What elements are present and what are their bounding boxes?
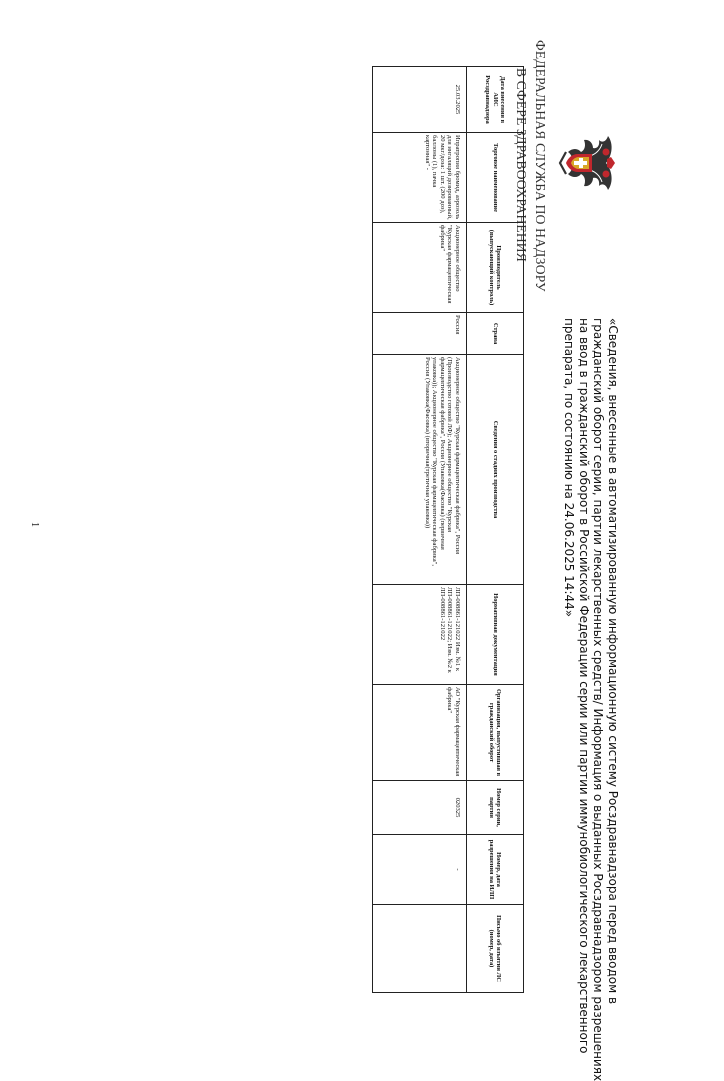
document-title-line2: гражданский оборот серии, партии лекарственных средств/ Информация о выданных Росздравнадзором разрешениях	[591, 318, 606, 1081]
column-header-permit: Номер, дата разрешения на ИЛП	[467, 835, 524, 905]
cell-batch-number: 020325	[373, 781, 467, 835]
cell-permit: -	[373, 835, 467, 905]
cell-manufacturer: Акционерное общество "Курская фармацевтическая фабрика"	[373, 223, 467, 313]
document-title-line1: «Сведения, внесенные в автоматизированную информационную систему Росздравнадзора перед вводом в	[606, 318, 620, 1005]
document-title	[562, 318, 620, 1081]
column-header-withdrawal-letter: Письмо об изъятии ЛС (номер, дата)	[467, 905, 524, 993]
agency-name-line2: В СФЕРЕ ЗДРАВООХРАНЕНИЯ	[514, 68, 529, 262]
cell-country: Россия	[373, 313, 467, 355]
column-header-date: Дата внесения в АИС Росздравнадзора	[467, 67, 524, 133]
column-header-country: Страна	[467, 313, 524, 355]
table-header-row	[467, 67, 524, 993]
column-header-manufacturer: Производитель (выпускающий контроль)	[467, 223, 524, 313]
document-title-line3: на ввод в гражданский оборот в Российской Федерации серии или партии иммунобиологического лекарственного	[576, 318, 591, 1054]
column-header-normative-doc: Нормативная документация	[467, 585, 524, 685]
table-row	[373, 67, 467, 993]
cell-production-stages: Акционерное общество "Курская фармацевтическая фабрика", Россия (Производство готовой ЛФ); Акционерное общество "Курская фармацевтическая фабрика", Россия (Упаковка(Фасовка) (первичная упаковка)); Акционерное общество "Курская фармацевтическая фабрика", Россия (Упаковка(Фасовка) (вторичная(третичная упаковка))	[373, 355, 467, 585]
cell-withdrawal-letter	[373, 905, 467, 993]
agency-name-line1: ФЕДЕРАЛЬНАЯ СЛУЖБА ПО НАДЗОРУ	[533, 40, 548, 292]
cell-trade-name: Ипратропия бромид, аэрозоль для ингаляций дозированный, 20 мкг/доза: 1 шт. (200 доз), баллоны (1), пачка картонная" -	[373, 133, 467, 223]
column-header-production-stages: Сведения о стадиях производства	[467, 355, 524, 585]
column-header-organization: Организация, выпустившая в гражданский оборот	[467, 685, 524, 781]
cell-organization: АО "Курская фармацевтическая фабрика"	[373, 685, 467, 781]
double-headed-eagle-emblem-icon	[558, 130, 616, 196]
document-title-line4: препарата, по состоянию на 24.06.2025 14:44»	[562, 318, 577, 618]
batch-info-table	[372, 66, 524, 993]
column-header-trade-name: Торговое наименование	[467, 133, 524, 223]
cell-date: 25.03.2025	[373, 67, 467, 133]
cell-normative-doc: ЛП-008861-121022 Изм. №1 к ЛП-008861-121022; Изм. №2 к ЛП-008861-121022	[373, 585, 467, 685]
column-header-batch-number: Номер серии, партии	[467, 781, 524, 835]
page-number: 1	[29, 522, 40, 527]
